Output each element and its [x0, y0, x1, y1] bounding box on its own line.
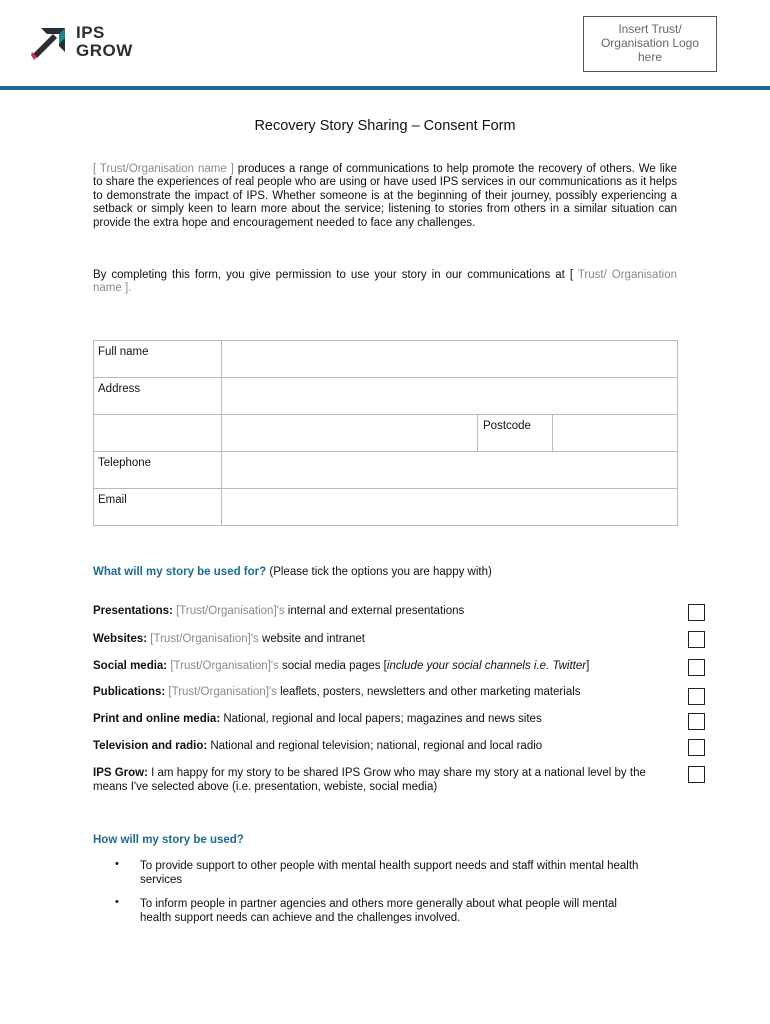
- option-text: internal and external presentations: [284, 605, 465, 617]
- option-ips-grow: [93, 767, 663, 794]
- option-social-media: [93, 660, 663, 674]
- option-presentations: [93, 605, 663, 619]
- how-item: To provide support to other people with mental health support needs and staff within mental health services: [140, 860, 639, 886]
- option-publications: [93, 686, 663, 700]
- usage-heading: What will my story be used for?: [93, 566, 267, 578]
- intro-paragraph: [93, 163, 677, 230]
- postcode-field[interactable]: [553, 415, 678, 452]
- postcode-label: Postcode: [477, 415, 551, 451]
- ips-grow-logo: [31, 24, 151, 64]
- logo-line-grow: GROW: [76, 41, 133, 60]
- bullet-icon: •: [115, 858, 119, 870]
- how-heading: How will my story be used?: [93, 834, 244, 846]
- option-label: IPS Grow:: [93, 767, 148, 779]
- permission-text: By completing this form, you give permission to use your story in our communications at [: [93, 269, 574, 281]
- option-label: Print and online media:: [93, 713, 221, 725]
- logo-placeholder-box: Insert Trust/ Organisation Logo here: [583, 16, 717, 72]
- option-placeholder: [Trust/Organisation]'s: [172, 605, 285, 617]
- option-text: social media pages [: [278, 660, 387, 672]
- header-rule: [0, 86, 770, 90]
- option-label: Social media:: [93, 660, 168, 672]
- option-websites: [93, 633, 663, 647]
- email-label: Email: [94, 489, 222, 526]
- checkbox-tv-radio[interactable]: [688, 739, 705, 756]
- permission-paragraph: [93, 269, 677, 296]
- address-field[interactable]: [222, 378, 678, 415]
- option-placeholder: [Trust/Organisation]'s: [147, 633, 259, 645]
- logo-wordmark: [76, 24, 133, 60]
- option-print-online: [93, 713, 663, 727]
- option-placeholder: [Trust/Organisation]'s: [167, 660, 279, 672]
- full-name-field[interactable]: [222, 341, 678, 378]
- telephone-label: Telephone: [94, 452, 222, 489]
- option-end: ]: [586, 660, 590, 672]
- arrow-logo-icon: [31, 24, 71, 60]
- checkbox-websites[interactable]: [688, 631, 705, 648]
- option-text: National and regional television; national, regional and local radio: [207, 740, 543, 752]
- address-label: Address: [94, 378, 222, 415]
- logo-line-ips: IPS: [76, 23, 105, 42]
- option-label: Presentations:: [93, 605, 173, 617]
- intro-placeholder: [ Trust/Organisation name ]: [93, 163, 234, 175]
- address-line-2-input[interactable]: [222, 415, 477, 451]
- how-item: To inform people in partner agencies and others more generally about what people will mental health support needs can achieve and the challenges involved.: [140, 898, 617, 924]
- full-name-label: Full name: [94, 341, 222, 378]
- checkbox-presentations[interactable]: [688, 604, 705, 621]
- checkbox-social-media[interactable]: [688, 659, 705, 676]
- address-line-2-field[interactable]: [222, 415, 553, 452]
- usage-instruction: (Please tick the options you are happy with): [266, 566, 492, 578]
- option-label: Websites:: [93, 633, 148, 645]
- details-table: [93, 340, 678, 526]
- permission-placeholder: Trust/ Organisation name ].: [93, 269, 677, 295]
- option-placeholder: [Trust/Organisation]'s: [165, 686, 277, 698]
- checkbox-print-online[interactable]: [688, 713, 705, 730]
- option-text: I am happy for my story to be shared IPS Grow who may share my story at a national level by the means I've selected above (i.e. presentation, webiste, social media): [93, 767, 646, 793]
- usage-heading-line: [93, 566, 492, 578]
- option-label: Television and radio:: [93, 740, 208, 752]
- page-title: Recovery Story Sharing – Consent Form: [254, 118, 516, 134]
- option-text: leaflets, posters, newsletters and other marketing materials: [276, 686, 581, 698]
- option-text: website and intranet: [258, 633, 365, 645]
- checkbox-ips-grow[interactable]: [688, 766, 705, 783]
- telephone-field[interactable]: [222, 452, 678, 489]
- email-field[interactable]: [222, 489, 678, 526]
- bullet-icon: •: [115, 896, 119, 908]
- option-text: National, regional and local papers; magazines and news sites: [220, 713, 542, 725]
- intro-text: produces a range of communications to help promote the recovery of others. We like to share the experiences of real people who are using or have used IPS services in our communications as it helps to demonstrate the impact of IPS. Whether someone is at the beginning of their journey, possibly experiencing a setback or simply keen to learn more about the service; listening to stories from others in a similar situation can provide the extra hope and encouragement needed to face any challenges.: [93, 163, 677, 229]
- checkbox-publications[interactable]: [688, 688, 705, 705]
- option-label: Publications:: [93, 686, 166, 698]
- option-tv-radio: [93, 740, 663, 754]
- option-italic: include your social channels i.e. Twitter: [386, 660, 587, 672]
- address-line-2-label: [94, 415, 222, 452]
